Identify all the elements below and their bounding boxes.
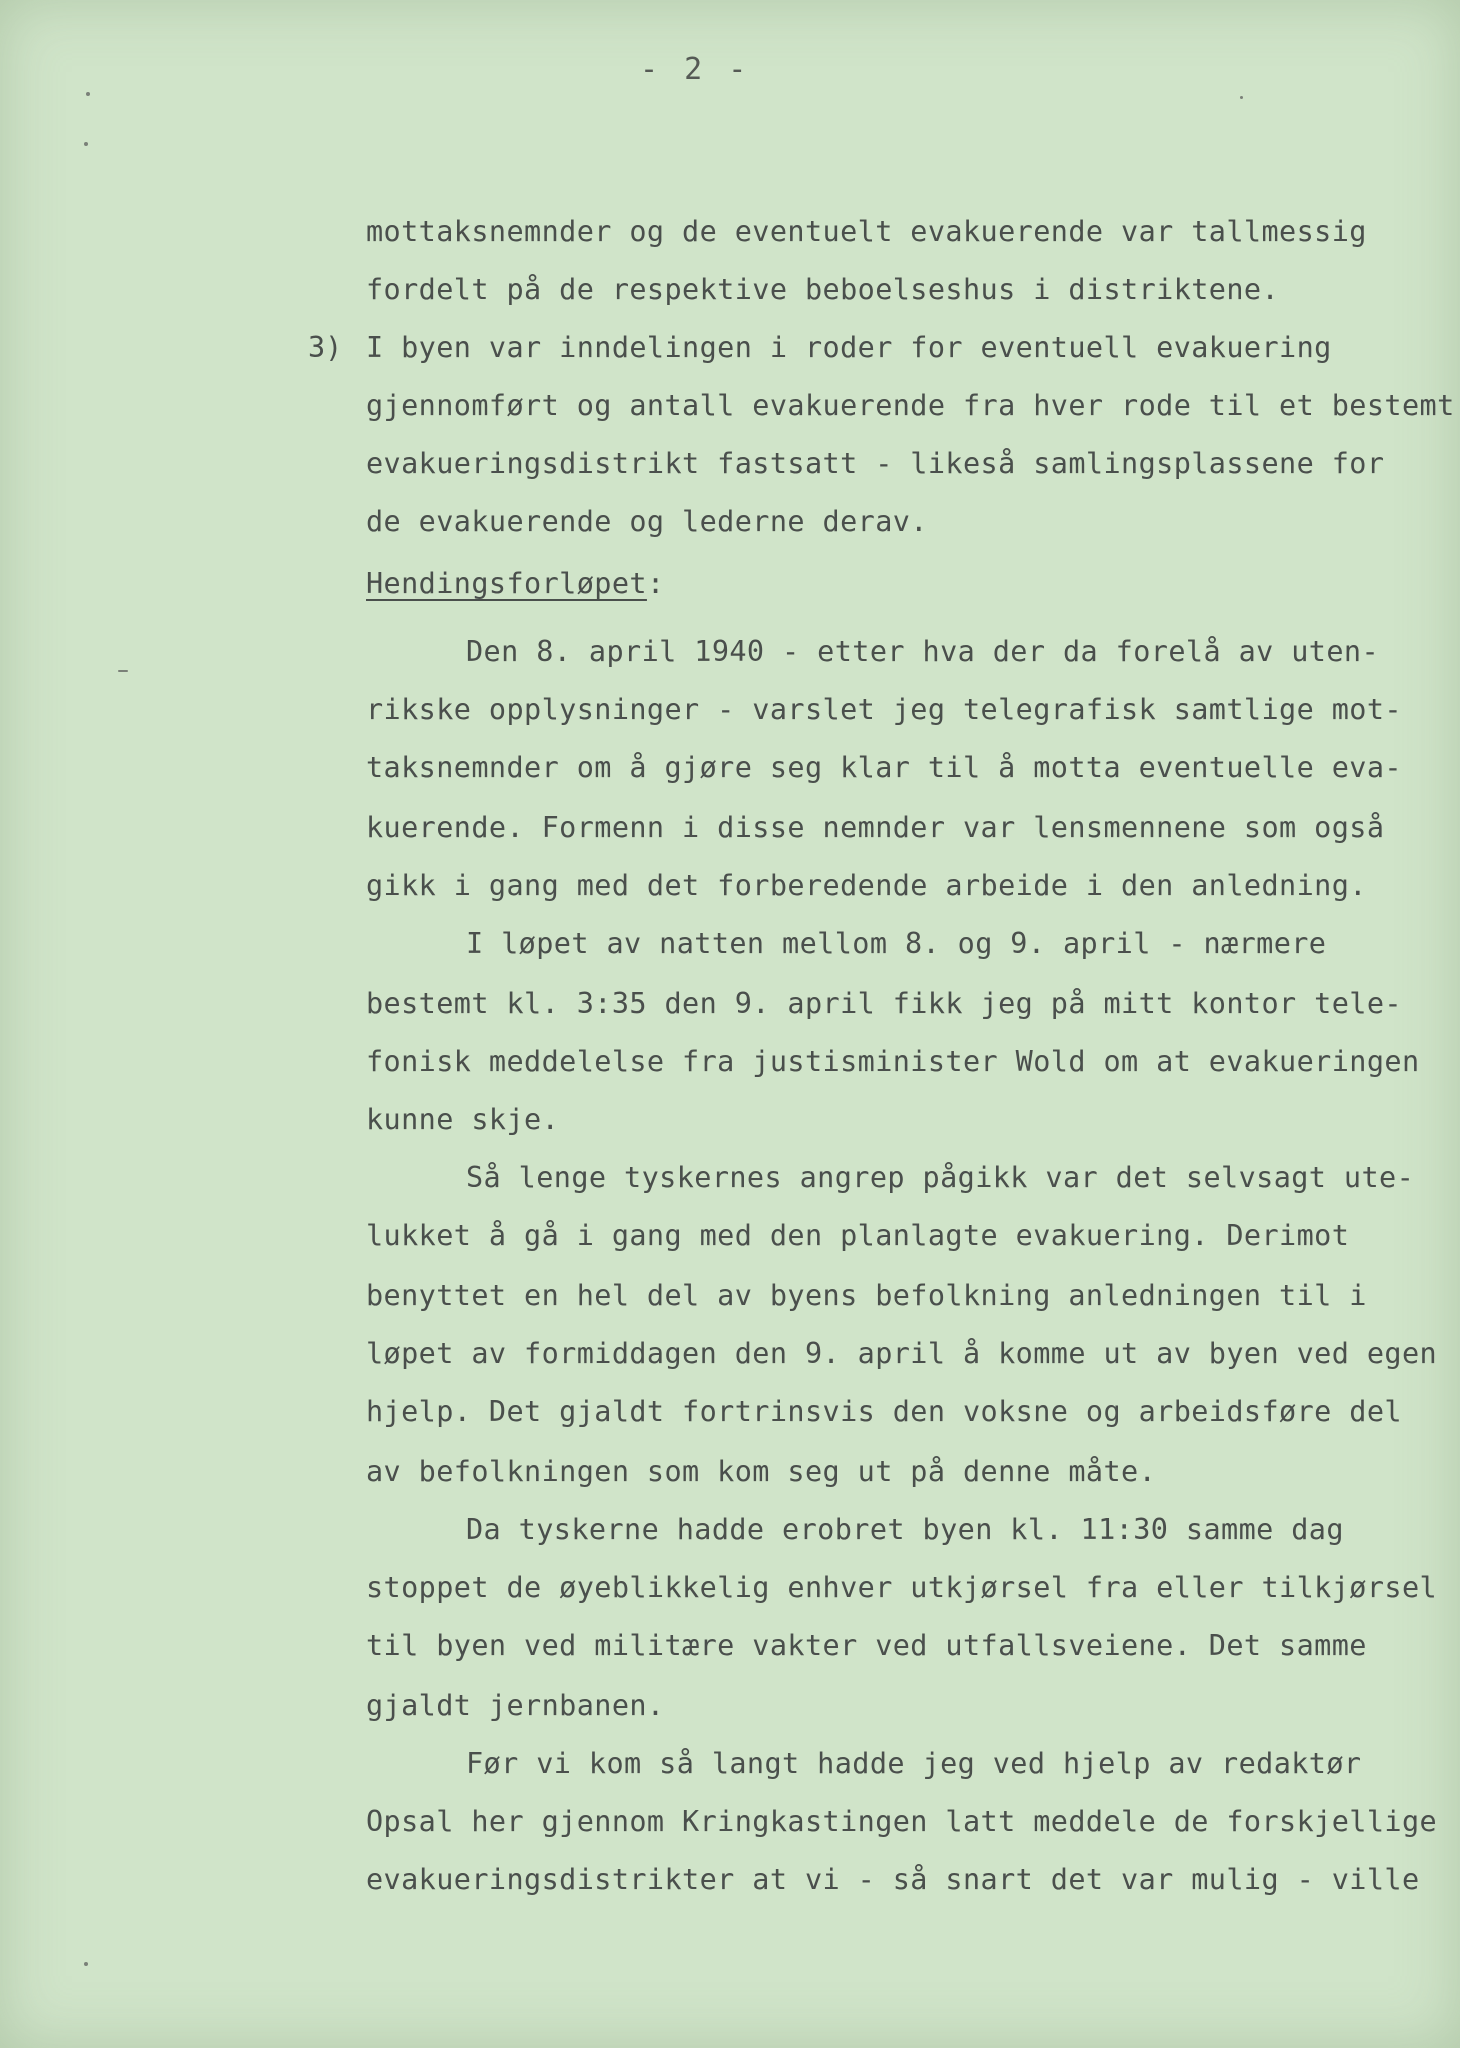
text-line: taksnemnder om å gjøre seg klar til å motta eventuelle eva- [366,751,1402,784]
text-line: gjennomført og antall evakuerende fra hver rode til et bestemt [366,389,1455,422]
text-line: til byen ved militære vakter ved utfallsveiene. Det samme [366,1629,1367,1662]
text-line: Opsal her gjennom Kringkastingen latt meddele de forskjellige [366,1805,1438,1838]
paper-speck [118,670,128,672]
paper-speck [86,92,90,96]
paper-speck [84,1962,88,1966]
text-line: hjelp. Det gjaldt fortrinsvis den voksne og arbeidsføre del [366,1395,1402,1428]
text-line: kuerende. Formenn i disse nemnder var lensmennene som også [366,811,1385,844]
section-heading-text: Hendingsforløpet [366,567,647,600]
text-line: fordelt på de respektive beboelseshus i distriktene. [366,273,1280,306]
text-line: de evakuerende og lederne derav. [366,505,928,538]
text-line: Da tyskerne hadde erobret byen kl. 11:30 samme dag [466,1513,1344,1546]
text-line: gikk i gang med det forberedende arbeide i den anledning. [366,869,1367,902]
page-number: - 2 - [640,52,751,87]
text-line: evakueringsdistrikter at vi - så snart det var mulig - ville [366,1863,1420,1896]
text-line: Den 8. april 1940 - etter hva der da forelå av uten- [466,635,1380,668]
text-line: mottaksnemnder og de eventuelt evakuerende var tallmessig [366,215,1367,248]
text-line: gjaldt jernbanen. [366,1689,665,1722]
text-line: Før vi kom så langt hadde jeg ved hjelp av redaktør [466,1747,1362,1780]
text-line: Så lenge tyskernes angrep pågikk var det selvsagt ute- [466,1161,1415,1194]
text-line: evakueringsdistrikt fastsatt - likeså samlingsplassene for [366,447,1385,480]
text-line: stoppet de øyeblikkelig enhver utkjørsel fra eller tilkjørsel [366,1571,1438,1604]
section-heading [366,564,665,604]
text-line: I løpet av natten mellom 8. og 9. april - nærmere [466,927,1327,960]
list-marker: 3) [308,331,343,364]
text-line: løpet av formiddagen den 9. april å komme ut av byen ved egen [366,1337,1438,1370]
text-line: lukket å gå i gang med den planlagte evakuering. Derimot [366,1219,1350,1252]
text-line: kunne skje. [366,1103,560,1136]
paper-speck [1240,96,1243,99]
text-line: av befolkningen som kom seg ut på denne måte. [366,1455,1157,1488]
text-line: rikske opplysninger - varslet jeg telegrafisk samtlige mot- [366,693,1402,726]
text-line: I byen var inndelingen i roder for eventuell evakuering [366,331,1332,364]
text-line: fonisk meddelelse fra justisminister Wold om at evakueringen [366,1045,1420,1078]
text-line: benyttet en hel del av byens befolkning anledningen til i [366,1279,1367,1312]
section-heading-colon: : [646,567,665,600]
text-line: bestemt kl. 3:35 den 9. april fikk jeg på mitt kontor tele- [366,987,1402,1020]
paper-speck [84,142,88,146]
